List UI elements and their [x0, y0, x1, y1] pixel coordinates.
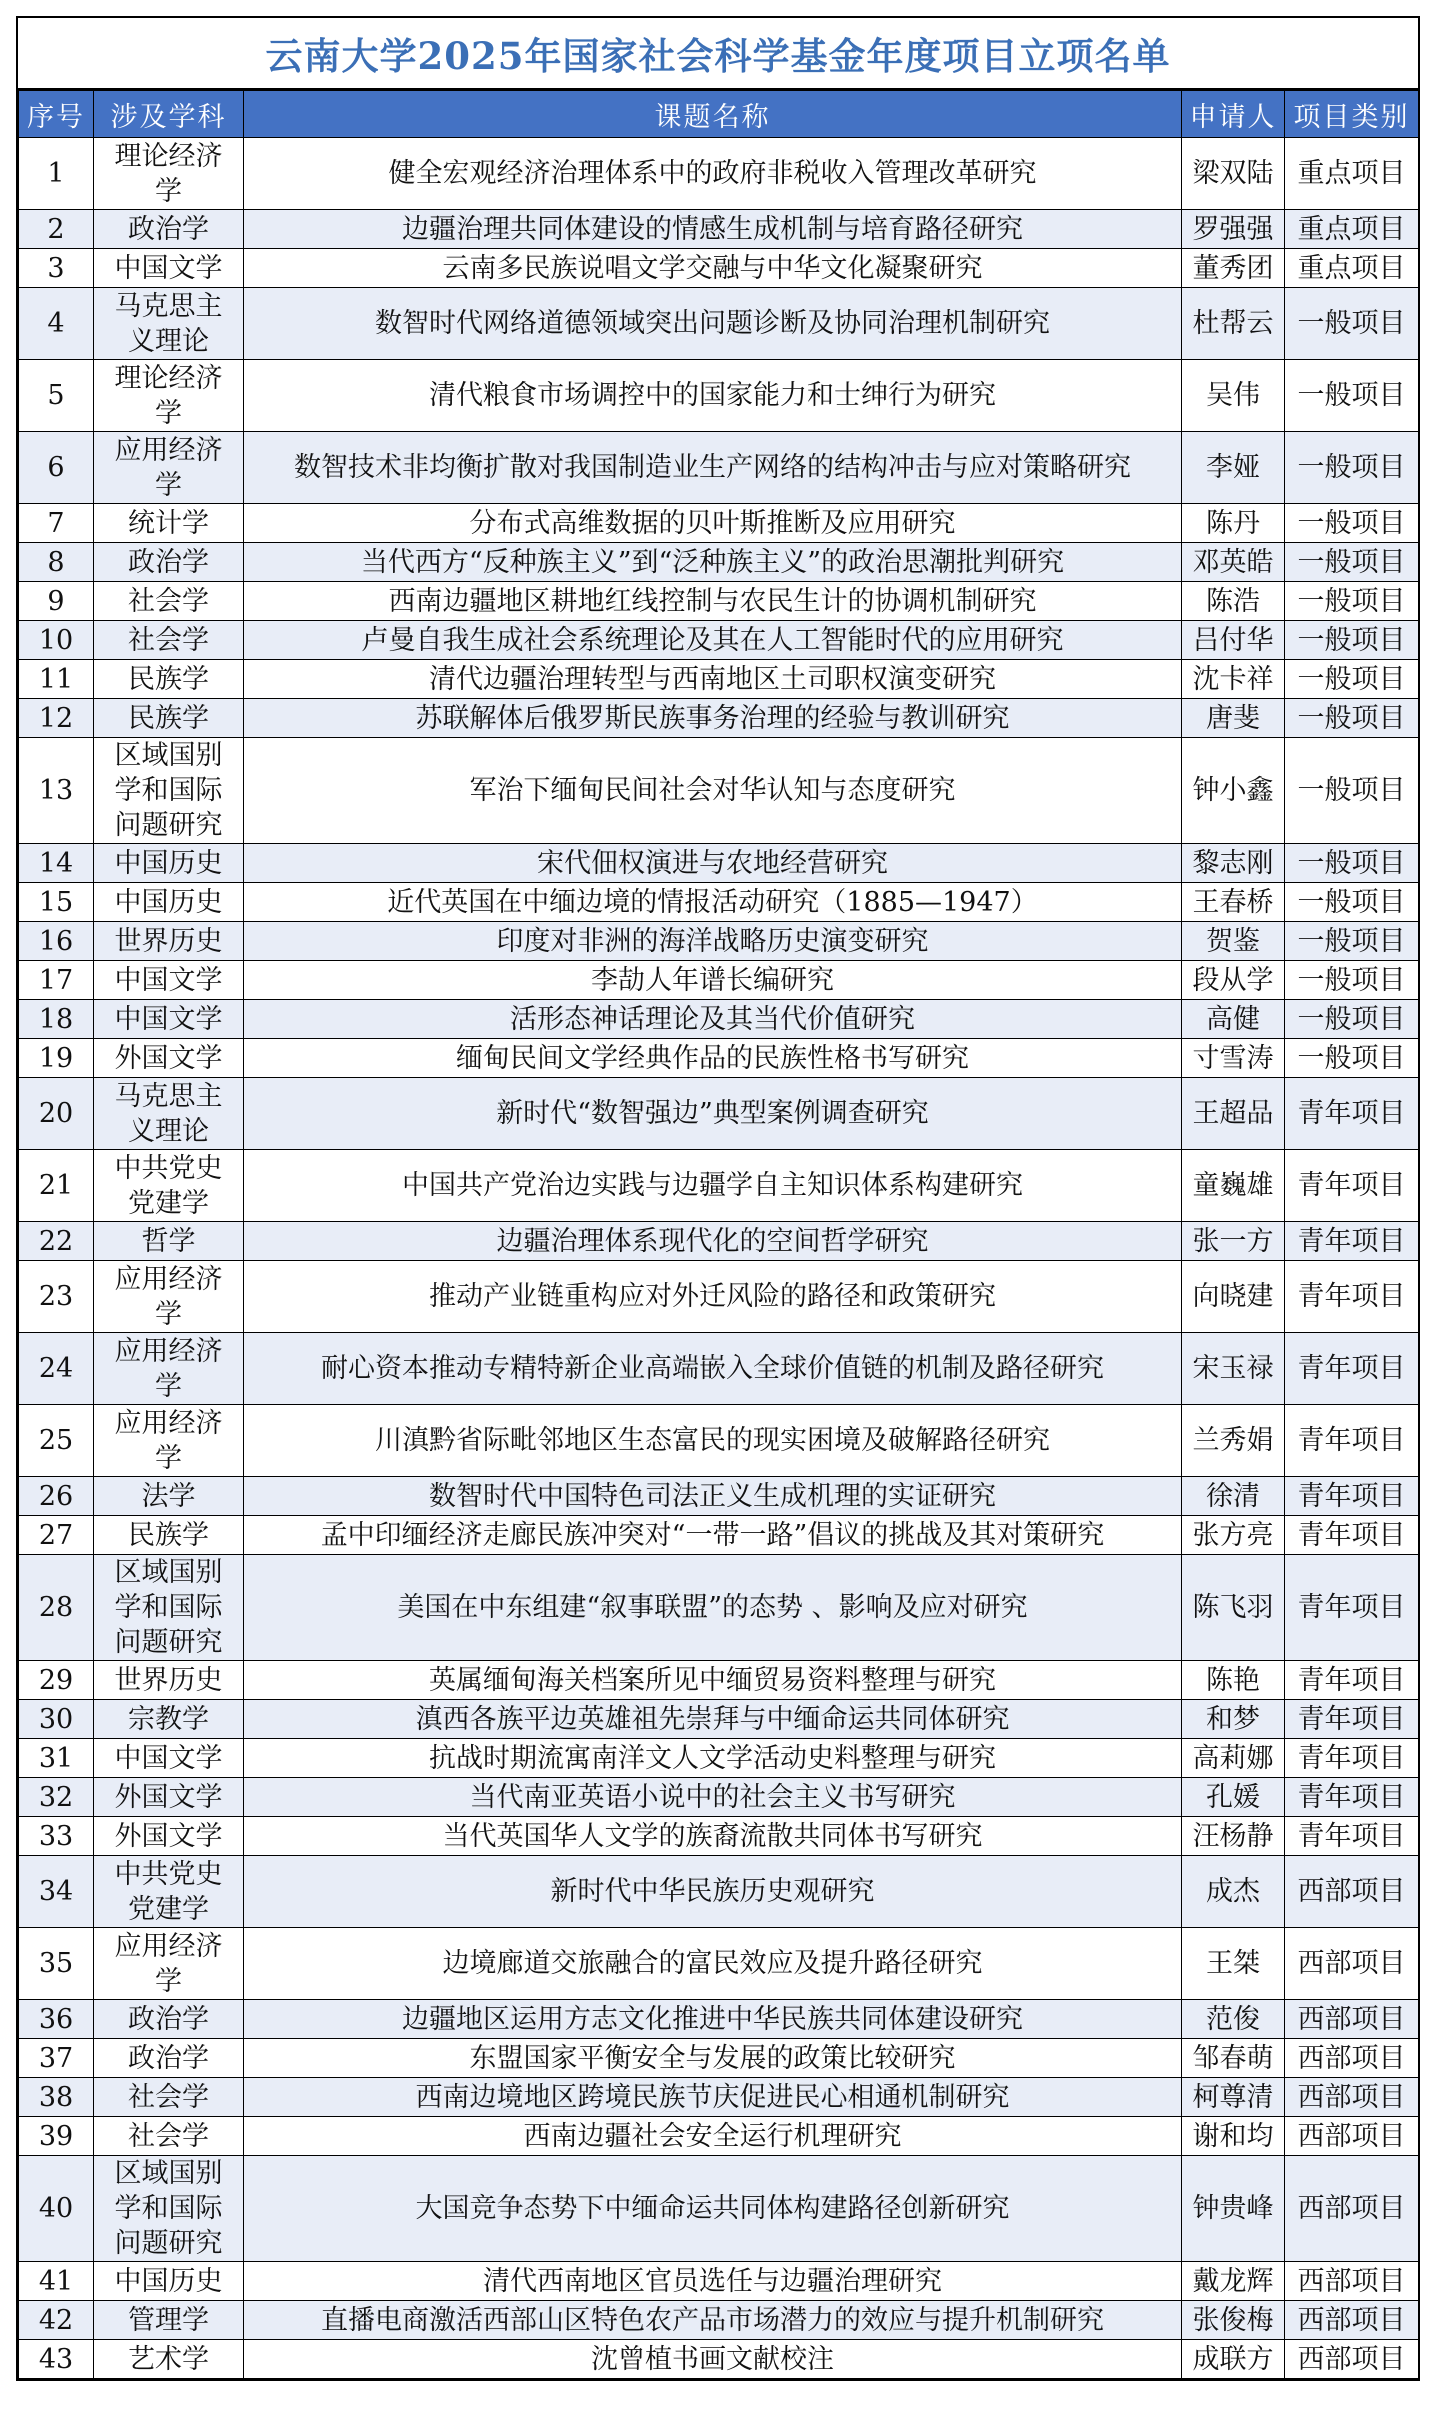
header-subject: 涉及学科	[94, 91, 244, 138]
row-topic: 边疆治理体系现代化的空间哲学研究	[244, 1222, 1182, 1261]
row-category: 一般项目	[1285, 504, 1419, 543]
row-topic: 直播电商激活西部山区特色农产品市场潜力的效应与提升机制研究	[244, 2301, 1182, 2340]
row-category: 一般项目	[1285, 543, 1419, 582]
row-topic: 川滇黔省际毗邻地区生态富民的现实困境及破解路径研究	[244, 1405, 1182, 1477]
row-subject: 哲学	[94, 1222, 244, 1261]
row-category: 青年项目	[1285, 1817, 1419, 1856]
row-subject: 中国文学	[94, 1000, 244, 1039]
row-topic: 苏联解体后俄罗斯民族事务治理的经验与教训研究	[244, 699, 1182, 738]
row-topic: 西南边疆地区耕地红线控制与农民生计的协调机制研究	[244, 582, 1182, 621]
table-row	[19, 288, 1419, 360]
row-number: 27	[19, 1516, 94, 1555]
row-topic: 清代边疆治理转型与西南地区土司职权演变研究	[244, 660, 1182, 699]
row-subject: 区域国别 学和国际 问题研究	[94, 1555, 244, 1661]
table-row	[19, 582, 1419, 621]
row-number: 19	[19, 1039, 94, 1078]
row-category: 一般项目	[1285, 360, 1419, 432]
row-subject: 区域国别 学和国际 问题研究	[94, 738, 244, 844]
table-row	[19, 432, 1419, 504]
row-applicant: 宋玉禄	[1182, 1333, 1285, 1405]
row-topic: 英属缅甸海关档案所见中缅贸易资料整理与研究	[244, 1661, 1182, 1700]
row-topic: 新时代“数智强边”典型案例调查研究	[244, 1078, 1182, 1150]
row-applicant: 邓英皓	[1182, 543, 1285, 582]
table-row	[19, 738, 1419, 844]
row-applicant: 沈卡祥	[1182, 660, 1285, 699]
row-category: 西部项目	[1285, 1856, 1419, 1928]
row-subject: 法学	[94, 1477, 244, 1516]
row-topic: 健全宏观经济治理体系中的政府非税收入管理改革研究	[244, 138, 1182, 210]
row-category: 一般项目	[1285, 699, 1419, 738]
row-topic: 宋代佃权演进与农地经营研究	[244, 844, 1182, 883]
row-topic: 西南边疆社会安全运行机理研究	[244, 2117, 1182, 2156]
table-row	[19, 621, 1419, 660]
row-category: 一般项目	[1285, 621, 1419, 660]
row-applicant: 向晓建	[1182, 1261, 1285, 1333]
row-number: 36	[19, 2000, 94, 2039]
table-row	[19, 1856, 1419, 1928]
row-applicant: 吴伟	[1182, 360, 1285, 432]
table-row	[19, 922, 1419, 961]
row-applicant: 范俊	[1182, 2000, 1285, 2039]
table-row	[19, 2000, 1419, 2039]
row-topic: 数智时代网络道德领域突出问题诊断及协同治理机制研究	[244, 288, 1182, 360]
row-number: 11	[19, 660, 94, 699]
row-applicant: 钟小鑫	[1182, 738, 1285, 844]
row-applicant: 王桀	[1182, 1928, 1285, 2000]
row-applicant: 和梦	[1182, 1700, 1285, 1739]
row-topic: 当代英国华人文学的族裔流散共同体书写研究	[244, 1817, 1182, 1856]
row-applicant: 戴龙辉	[1182, 2262, 1285, 2301]
row-category: 青年项目	[1285, 1555, 1419, 1661]
row-category: 青年项目	[1285, 1739, 1419, 1778]
row-topic: 清代西南地区官员选任与边疆治理研究	[244, 2262, 1182, 2301]
row-applicant: 陈浩	[1182, 582, 1285, 621]
row-number: 25	[19, 1405, 94, 1477]
row-number: 12	[19, 699, 94, 738]
header-no: 序号	[19, 91, 94, 138]
row-topic: 滇西各族平边英雄祖先崇拜与中缅命运共同体研究	[244, 1700, 1182, 1739]
row-applicant: 柯尊清	[1182, 2078, 1285, 2117]
row-topic: 抗战时期流寓南洋文人文学活动史料整理与研究	[244, 1739, 1182, 1778]
row-applicant: 寸雪涛	[1182, 1039, 1285, 1078]
row-applicant: 张方亮	[1182, 1516, 1285, 1555]
table-row	[19, 1333, 1419, 1405]
row-topic: 清代粮食市场调控中的国家能力和士绅行为研究	[244, 360, 1182, 432]
header-category: 项目类别	[1285, 91, 1419, 138]
row-subject: 政治学	[94, 543, 244, 582]
table-row	[19, 1039, 1419, 1078]
row-subject: 政治学	[94, 210, 244, 249]
row-applicant: 黎志刚	[1182, 844, 1285, 883]
row-topic: 边疆治理共同体建设的情感生成机制与培育路径研究	[244, 210, 1182, 249]
row-subject: 区域国别 学和国际 问题研究	[94, 2156, 244, 2262]
table-row	[19, 1778, 1419, 1817]
row-topic: 边疆地区运用方志文化推进中华民族共同体建设研究	[244, 2000, 1182, 2039]
row-subject: 外国文学	[94, 1817, 244, 1856]
row-category: 青年项目	[1285, 1778, 1419, 1817]
row-subject: 中共党史 党建学	[94, 1856, 244, 1928]
row-subject: 应用经济 学	[94, 1333, 244, 1405]
row-subject: 马克思主 义理论	[94, 1078, 244, 1150]
row-category: 一般项目	[1285, 1000, 1419, 1039]
row-number: 15	[19, 883, 94, 922]
row-category: 青年项目	[1285, 1150, 1419, 1222]
row-category: 青年项目	[1285, 1661, 1419, 1700]
row-topic: 西南边境地区跨境民族节庆促进民心相通机制研究	[244, 2078, 1182, 2117]
row-subject: 应用经济 学	[94, 1928, 244, 2000]
table-row	[19, 1555, 1419, 1661]
row-subject: 应用经济 学	[94, 1261, 244, 1333]
row-subject: 理论经济 学	[94, 360, 244, 432]
row-applicant: 梁双陆	[1182, 138, 1285, 210]
table-row	[19, 1516, 1419, 1555]
table-row	[19, 1739, 1419, 1778]
row-category: 一般项目	[1285, 961, 1419, 1000]
row-applicant: 钟贵峰	[1182, 2156, 1285, 2262]
row-applicant: 谢和均	[1182, 2117, 1285, 2156]
row-category: 一般项目	[1285, 844, 1419, 883]
row-category: 西部项目	[1285, 2039, 1419, 2078]
table-row	[19, 2156, 1419, 2262]
table-row	[19, 844, 1419, 883]
row-topic: 边境廊道交旅融合的富民效应及提升路径研究	[244, 1928, 1182, 2000]
row-number: 20	[19, 1078, 94, 1150]
row-applicant: 段从学	[1182, 961, 1285, 1000]
row-number: 33	[19, 1817, 94, 1856]
row-subject: 中国文学	[94, 249, 244, 288]
row-subject: 政治学	[94, 2039, 244, 2078]
row-topic: 推动产业链重构应对外迁风险的路径和政策研究	[244, 1261, 1182, 1333]
row-subject: 艺术学	[94, 2340, 244, 2379]
table-row	[19, 1817, 1419, 1856]
table-row	[19, 138, 1419, 210]
row-applicant: 王春桥	[1182, 883, 1285, 922]
row-applicant: 董秀团	[1182, 249, 1285, 288]
row-applicant: 陈丹	[1182, 504, 1285, 543]
row-topic: 分布式高维数据的贝叶斯推断及应用研究	[244, 504, 1182, 543]
row-topic: 美国在中东组建“叙事联盟”的态势 、影响及应对研究	[244, 1555, 1182, 1661]
row-category: 一般项目	[1285, 883, 1419, 922]
table-row	[19, 660, 1419, 699]
row-number: 17	[19, 961, 94, 1000]
row-topic: 卢曼自我生成社会系统理论及其在人工智能时代的应用研究	[244, 621, 1182, 660]
row-number: 3	[19, 249, 94, 288]
table-row	[19, 1000, 1419, 1039]
row-category: 西部项目	[1285, 2117, 1419, 2156]
table-row	[19, 249, 1419, 288]
row-number: 26	[19, 1477, 94, 1516]
row-number: 41	[19, 2262, 94, 2301]
table-body	[19, 138, 1419, 2379]
row-number: 29	[19, 1661, 94, 1700]
row-applicant: 兰秀娟	[1182, 1405, 1285, 1477]
row-number: 5	[19, 360, 94, 432]
row-number: 10	[19, 621, 94, 660]
row-number: 6	[19, 432, 94, 504]
row-category: 一般项目	[1285, 288, 1419, 360]
row-subject: 理论经济 学	[94, 138, 244, 210]
row-category: 青年项目	[1285, 1333, 1419, 1405]
row-subject: 社会学	[94, 2078, 244, 2117]
row-number: 24	[19, 1333, 94, 1405]
row-subject: 民族学	[94, 699, 244, 738]
table-row	[19, 360, 1419, 432]
table-row	[19, 2262, 1419, 2301]
row-topic: 李劼人年谱长编研究	[244, 961, 1182, 1000]
row-topic: 中国共产党治边实践与边疆学自主知识体系构建研究	[244, 1150, 1182, 1222]
row-number: 9	[19, 582, 94, 621]
row-number: 16	[19, 922, 94, 961]
row-applicant: 张一方	[1182, 1222, 1285, 1261]
row-number: 40	[19, 2156, 94, 2262]
row-category: 一般项目	[1285, 922, 1419, 961]
row-topic: 云南多民族说唱文学交融与中华文化凝聚研究	[244, 249, 1182, 288]
project-list-sheet	[16, 16, 1420, 2381]
row-subject: 中国文学	[94, 961, 244, 1000]
row-applicant: 汪杨静	[1182, 1817, 1285, 1856]
row-subject: 中共党史 党建学	[94, 1150, 244, 1222]
row-category: 一般项目	[1285, 738, 1419, 844]
row-applicant: 贺鉴	[1182, 922, 1285, 961]
table-row	[19, 1261, 1419, 1333]
header-applicant: 申请人	[1182, 91, 1285, 138]
row-category: 青年项目	[1285, 1405, 1419, 1477]
row-category: 西部项目	[1285, 2000, 1419, 2039]
row-applicant: 童巍雄	[1182, 1150, 1285, 1222]
table-row	[19, 1222, 1419, 1261]
row-applicant: 陈飞羽	[1182, 1555, 1285, 1661]
row-topic: 近代英国在中缅边境的情报活动研究（1885—1947）	[244, 883, 1182, 922]
row-category: 一般项目	[1285, 1039, 1419, 1078]
row-subject: 马克思主 义理论	[94, 288, 244, 360]
row-subject: 社会学	[94, 582, 244, 621]
page-title: 云南大学2025年国家社会科学基金年度项目立项名单	[18, 18, 1418, 90]
row-number: 8	[19, 543, 94, 582]
table-row	[19, 1405, 1419, 1477]
row-topic: 耐心资本推动专精特新企业高端嵌入全球价值链的机制及路径研究	[244, 1333, 1182, 1405]
row-applicant: 陈艳	[1182, 1661, 1285, 1700]
row-topic: 活形态神话理论及其当代价值研究	[244, 1000, 1182, 1039]
row-subject: 统计学	[94, 504, 244, 543]
row-subject: 中国历史	[94, 2262, 244, 2301]
row-topic: 孟中印缅经济走廊民族冲突对“一带一路”倡议的挑战及其对策研究	[244, 1516, 1182, 1555]
row-applicant: 杜帮云	[1182, 288, 1285, 360]
row-subject: 宗教学	[94, 1700, 244, 1739]
table-row	[19, 2340, 1419, 2379]
row-category: 一般项目	[1285, 582, 1419, 621]
row-number: 23	[19, 1261, 94, 1333]
row-number: 31	[19, 1739, 94, 1778]
row-topic: 印度对非洲的海洋战略历史演变研究	[244, 922, 1182, 961]
row-topic: 数智技术非均衡扩散对我国制造业生产网络的结构冲击与应对策略研究	[244, 432, 1182, 504]
row-category: 青年项目	[1285, 1261, 1419, 1333]
row-subject: 社会学	[94, 621, 244, 660]
row-subject: 管理学	[94, 2301, 244, 2340]
row-number: 42	[19, 2301, 94, 2340]
row-topic: 数智时代中国特色司法正义生成机理的实证研究	[244, 1477, 1182, 1516]
row-topic: 当代南亚英语小说中的社会主义书写研究	[244, 1778, 1182, 1817]
table-row	[19, 883, 1419, 922]
row-applicant: 邹春萌	[1182, 2039, 1285, 2078]
row-applicant: 罗强强	[1182, 210, 1285, 249]
row-applicant: 王超品	[1182, 1078, 1285, 1150]
row-category: 西部项目	[1285, 2340, 1419, 2379]
table-row	[19, 543, 1419, 582]
row-number: 13	[19, 738, 94, 844]
row-category: 重点项目	[1285, 210, 1419, 249]
table-row	[19, 2301, 1419, 2340]
table-row	[19, 2117, 1419, 2156]
table-row	[19, 2039, 1419, 2078]
row-subject: 应用经济 学	[94, 1405, 244, 1477]
row-applicant: 成杰	[1182, 1856, 1285, 1928]
row-applicant: 李娅	[1182, 432, 1285, 504]
row-subject: 中国文学	[94, 1739, 244, 1778]
header-row	[19, 91, 1419, 138]
row-category: 青年项目	[1285, 1477, 1419, 1516]
row-number: 21	[19, 1150, 94, 1222]
row-subject: 社会学	[94, 2117, 244, 2156]
row-topic: 新时代中华民族历史观研究	[244, 1856, 1182, 1928]
row-topic: 当代西方“反种族主义”到“泛种族主义”的政治思潮批判研究	[244, 543, 1182, 582]
table-row	[19, 2078, 1419, 2117]
table-row	[19, 1700, 1419, 1739]
table-row	[19, 210, 1419, 249]
table-row	[19, 1150, 1419, 1222]
row-number: 22	[19, 1222, 94, 1261]
row-category: 重点项目	[1285, 249, 1419, 288]
table-row	[19, 504, 1419, 543]
row-category: 西部项目	[1285, 2078, 1419, 2117]
row-applicant: 徐清	[1182, 1477, 1285, 1516]
row-number: 37	[19, 2039, 94, 2078]
row-applicant: 吕付华	[1182, 621, 1285, 660]
row-number: 34	[19, 1856, 94, 1928]
row-number: 7	[19, 504, 94, 543]
row-subject: 应用经济 学	[94, 432, 244, 504]
row-number: 38	[19, 2078, 94, 2117]
table-row	[19, 1078, 1419, 1150]
row-subject: 民族学	[94, 660, 244, 699]
row-number: 1	[19, 138, 94, 210]
row-category: 西部项目	[1285, 2301, 1419, 2340]
row-number: 39	[19, 2117, 94, 2156]
row-subject: 政治学	[94, 2000, 244, 2039]
row-number: 4	[19, 288, 94, 360]
row-subject: 中国历史	[94, 883, 244, 922]
row-number: 18	[19, 1000, 94, 1039]
row-category: 一般项目	[1285, 432, 1419, 504]
row-applicant: 唐斐	[1182, 699, 1285, 738]
row-category: 西部项目	[1285, 2262, 1419, 2301]
row-topic: 缅甸民间文学经典作品的民族性格书写研究	[244, 1039, 1182, 1078]
row-number: 32	[19, 1778, 94, 1817]
row-category: 青年项目	[1285, 1700, 1419, 1739]
row-number: 43	[19, 2340, 94, 2379]
row-category: 青年项目	[1285, 1078, 1419, 1150]
row-subject: 民族学	[94, 1516, 244, 1555]
row-category: 重点项目	[1285, 138, 1419, 210]
row-subject: 外国文学	[94, 1778, 244, 1817]
row-category: 青年项目	[1285, 1222, 1419, 1261]
row-number: 14	[19, 844, 94, 883]
header-topic: 课题名称	[244, 91, 1182, 138]
row-number: 2	[19, 210, 94, 249]
table-row	[19, 961, 1419, 1000]
table-row	[19, 699, 1419, 738]
row-applicant: 孔媛	[1182, 1778, 1285, 1817]
row-topic: 大国竞争态势下中缅命运共同体构建路径创新研究	[244, 2156, 1182, 2262]
table-row	[19, 1477, 1419, 1516]
row-subject: 中国历史	[94, 844, 244, 883]
row-topic: 军治下缅甸民间社会对华认知与态度研究	[244, 738, 1182, 844]
row-topic: 东盟国家平衡安全与发展的政策比较研究	[244, 2039, 1182, 2078]
row-applicant: 成联方	[1182, 2340, 1285, 2379]
row-subject: 世界历史	[94, 1661, 244, 1700]
table-row	[19, 1661, 1419, 1700]
row-applicant: 张俊梅	[1182, 2301, 1285, 2340]
table-row	[19, 1928, 1419, 2000]
row-subject: 世界历史	[94, 922, 244, 961]
row-topic: 沈曾植书画文献校注	[244, 2340, 1182, 2379]
row-category: 一般项目	[1285, 660, 1419, 699]
row-number: 30	[19, 1700, 94, 1739]
row-number: 28	[19, 1555, 94, 1661]
row-category: 西部项目	[1285, 2156, 1419, 2262]
row-category: 西部项目	[1285, 1928, 1419, 2000]
row-category: 青年项目	[1285, 1516, 1419, 1555]
project-table	[18, 90, 1419, 2379]
row-applicant: 高莉娜	[1182, 1739, 1285, 1778]
row-number: 35	[19, 1928, 94, 2000]
row-subject: 外国文学	[94, 1039, 244, 1078]
row-applicant: 高健	[1182, 1000, 1285, 1039]
